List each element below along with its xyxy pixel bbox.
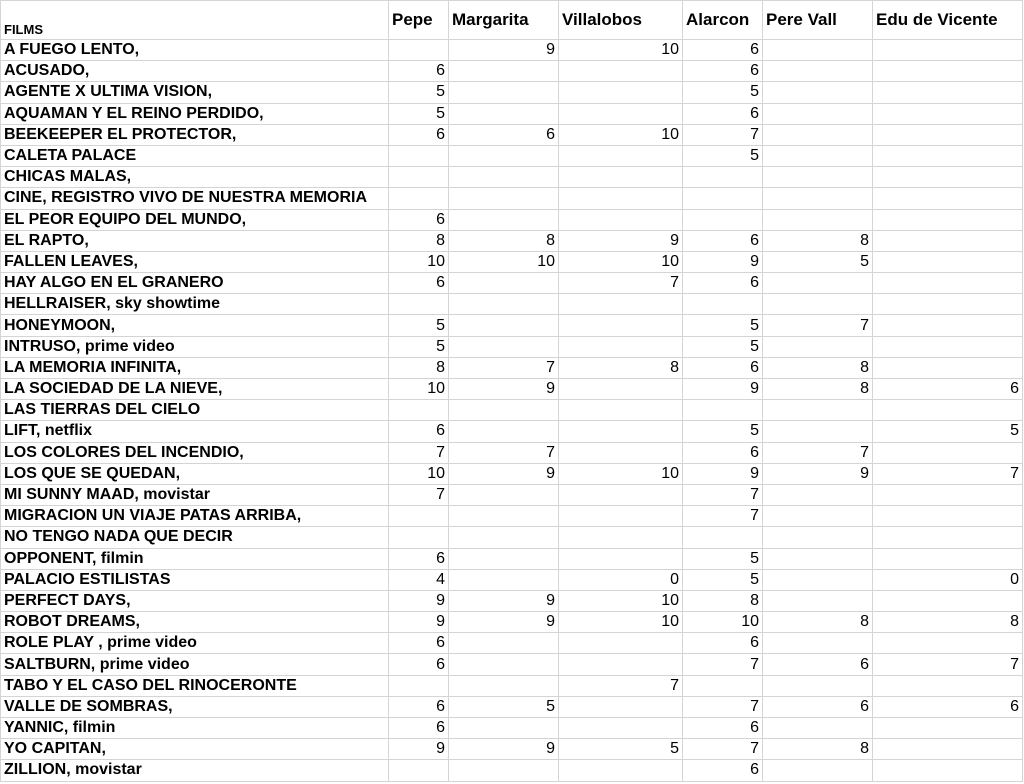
- score-cell[interactable]: 7: [449, 442, 559, 463]
- score-cell[interactable]: 6: [683, 633, 763, 654]
- table-row: [1, 230, 1023, 251]
- film-title-cell[interactable]: EL RAPTO,: [1, 230, 389, 251]
- score-cell[interactable]: 6: [449, 124, 559, 145]
- film-title-cell[interactable]: TABO Y EL CASO DEL RINOCERONTE: [1, 675, 389, 696]
- score-cell[interactable]: [449, 569, 559, 590]
- score-cell[interactable]: 6: [389, 421, 449, 442]
- score-cell[interactable]: 8: [873, 612, 1023, 633]
- score-cell[interactable]: 5: [683, 421, 763, 442]
- film-title-cell[interactable]: ROBOT DREAMS,: [1, 612, 389, 633]
- score-cell[interactable]: 10: [559, 251, 683, 272]
- header-cell-villalobos[interactable]: Villalobos: [559, 1, 683, 40]
- header-cell-margarita[interactable]: Margarita: [449, 1, 559, 40]
- score-cell[interactable]: 6: [389, 61, 449, 82]
- film-title-cell[interactable]: ROLE PLAY , prime video: [1, 633, 389, 654]
- table-row: [1, 103, 1023, 124]
- film-title-cell[interactable]: MIGRACION UN VIAJE PATAS ARRIBA,: [1, 506, 389, 527]
- score-cell[interactable]: [559, 315, 683, 336]
- score-cell[interactable]: [763, 336, 873, 357]
- score-cell[interactable]: 5: [683, 82, 763, 103]
- score-cell[interactable]: 9: [683, 251, 763, 272]
- score-cell[interactable]: 6: [389, 273, 449, 294]
- score-cell[interactable]: [873, 209, 1023, 230]
- table-row: [1, 612, 1023, 633]
- score-cell[interactable]: 5: [683, 145, 763, 166]
- score-cell[interactable]: [763, 421, 873, 442]
- score-cell[interactable]: [389, 760, 449, 781]
- score-cell[interactable]: [763, 590, 873, 611]
- score-cell[interactable]: [449, 400, 559, 421]
- table-row: [1, 421, 1023, 442]
- score-cell[interactable]: [873, 145, 1023, 166]
- header-cell-alarcon[interactable]: Alarcon: [683, 1, 763, 40]
- score-cell[interactable]: [449, 527, 559, 548]
- score-cell[interactable]: [683, 167, 763, 188]
- score-cell[interactable]: 10: [559, 124, 683, 145]
- score-cell[interactable]: [873, 82, 1023, 103]
- score-cell[interactable]: [683, 675, 763, 696]
- score-cell[interactable]: 8: [389, 230, 449, 251]
- score-cell[interactable]: 9: [449, 612, 559, 633]
- score-cell[interactable]: 7: [389, 442, 449, 463]
- score-cell[interactable]: 8: [683, 590, 763, 611]
- film-title-cell[interactable]: VALLE DE SOMBRAS,: [1, 696, 389, 717]
- header-cell-pere-vall[interactable]: Pere Vall: [763, 1, 873, 40]
- score-cell[interactable]: 6: [763, 654, 873, 675]
- score-cell[interactable]: [449, 336, 559, 357]
- score-cell[interactable]: 7: [559, 273, 683, 294]
- score-cell[interactable]: [873, 273, 1023, 294]
- score-cell[interactable]: [873, 718, 1023, 739]
- score-cell[interactable]: 5: [683, 569, 763, 590]
- score-cell[interactable]: 6: [389, 718, 449, 739]
- score-cell[interactable]: 6: [683, 61, 763, 82]
- score-cell[interactable]: 7: [683, 124, 763, 145]
- score-cell[interactable]: [873, 61, 1023, 82]
- score-cell[interactable]: [559, 718, 683, 739]
- score-cell[interactable]: [763, 548, 873, 569]
- film-title-cell[interactable]: OPPONENT, filmin: [1, 548, 389, 569]
- score-cell[interactable]: 5: [449, 696, 559, 717]
- score-cell[interactable]: 0: [873, 569, 1023, 590]
- header-cell-edu-de-vicente[interactable]: Edu de Vicente: [873, 1, 1023, 40]
- film-title-cell[interactable]: INTRUSO, prime video: [1, 336, 389, 357]
- score-cell[interactable]: [683, 209, 763, 230]
- film-title-cell[interactable]: LA SOCIEDAD DE LA NIEVE,: [1, 379, 389, 400]
- score-cell[interactable]: 6: [683, 718, 763, 739]
- table-row: [1, 484, 1023, 505]
- table-row: [1, 167, 1023, 188]
- score-cell[interactable]: [559, 760, 683, 781]
- table-row: [1, 696, 1023, 717]
- score-cell[interactable]: [873, 548, 1023, 569]
- film-title-cell[interactable]: HONEYMOON,: [1, 315, 389, 336]
- score-cell[interactable]: 7: [683, 739, 763, 760]
- score-cell[interactable]: 6: [683, 760, 763, 781]
- film-title-cell[interactable]: MI SUNNY MAAD, movistar: [1, 484, 389, 505]
- score-cell[interactable]: 9: [449, 463, 559, 484]
- score-cell[interactable]: [873, 442, 1023, 463]
- score-cell[interactable]: 8: [763, 230, 873, 251]
- film-title-cell[interactable]: BEEKEEPER EL PROTECTOR,: [1, 124, 389, 145]
- score-cell[interactable]: [389, 400, 449, 421]
- film-title-cell[interactable]: SALTBURN, prime video: [1, 654, 389, 675]
- film-title-cell[interactable]: A FUEGO LENTO,: [1, 40, 389, 61]
- score-cell[interactable]: 10: [449, 251, 559, 272]
- table-row: [1, 506, 1023, 527]
- score-cell[interactable]: [559, 654, 683, 675]
- score-cell[interactable]: 9: [389, 612, 449, 633]
- score-cell[interactable]: [873, 590, 1023, 611]
- score-cell[interactable]: [559, 506, 683, 527]
- score-cell[interactable]: [559, 188, 683, 209]
- score-cell[interactable]: [683, 188, 763, 209]
- score-cell[interactable]: [683, 294, 763, 315]
- score-cell[interactable]: [389, 188, 449, 209]
- score-cell[interactable]: [559, 484, 683, 505]
- score-cell[interactable]: [763, 103, 873, 124]
- score-cell[interactable]: 5: [683, 548, 763, 569]
- score-cell[interactable]: 5: [389, 103, 449, 124]
- score-cell[interactable]: [763, 400, 873, 421]
- table-row: [1, 442, 1023, 463]
- score-cell[interactable]: 7: [683, 696, 763, 717]
- score-cell[interactable]: 8: [763, 739, 873, 760]
- score-cell[interactable]: [763, 188, 873, 209]
- film-title-cell[interactable]: LAS TIERRAS DEL CIELO: [1, 400, 389, 421]
- score-cell[interactable]: [559, 527, 683, 548]
- table-row: [1, 569, 1023, 590]
- score-cell[interactable]: [873, 251, 1023, 272]
- score-cell[interactable]: [873, 633, 1023, 654]
- table-row: [1, 760, 1023, 781]
- score-cell[interactable]: [763, 506, 873, 527]
- score-cell[interactable]: 10: [683, 612, 763, 633]
- score-cell[interactable]: 9: [763, 463, 873, 484]
- score-cell[interactable]: [763, 484, 873, 505]
- table-row: [1, 548, 1023, 569]
- score-cell[interactable]: 8: [559, 357, 683, 378]
- score-cell[interactable]: 5: [389, 315, 449, 336]
- score-cell[interactable]: [449, 294, 559, 315]
- score-cell[interactable]: [873, 167, 1023, 188]
- score-cell[interactable]: [873, 357, 1023, 378]
- table-row: [1, 315, 1023, 336]
- score-cell[interactable]: 6: [389, 696, 449, 717]
- score-cell[interactable]: 7: [763, 442, 873, 463]
- table-row: [1, 718, 1023, 739]
- score-cell[interactable]: [449, 718, 559, 739]
- table-row: [1, 633, 1023, 654]
- film-title-cell[interactable]: AGENTE X ULTIMA VISION,: [1, 82, 389, 103]
- film-title-cell[interactable]: AQUAMAN Y EL REINO PERDIDO,: [1, 103, 389, 124]
- score-cell[interactable]: [763, 527, 873, 548]
- score-cell[interactable]: [449, 103, 559, 124]
- table-row: [1, 124, 1023, 145]
- score-cell[interactable]: 10: [559, 590, 683, 611]
- score-cell[interactable]: [559, 209, 683, 230]
- score-cell[interactable]: [559, 442, 683, 463]
- score-cell[interactable]: [873, 40, 1023, 61]
- score-cell[interactable]: 5: [763, 251, 873, 272]
- score-cell[interactable]: 9: [389, 590, 449, 611]
- film-title-cell[interactable]: CALETA PALACE: [1, 145, 389, 166]
- film-title-cell[interactable]: FALLEN LEAVES,: [1, 251, 389, 272]
- film-title-cell[interactable]: HAY ALGO EN EL GRANERO: [1, 273, 389, 294]
- score-cell[interactable]: 7: [559, 675, 683, 696]
- table-row: [1, 251, 1023, 272]
- score-cell[interactable]: [449, 145, 559, 166]
- score-cell[interactable]: [873, 506, 1023, 527]
- score-cell[interactable]: [449, 654, 559, 675]
- film-title-cell[interactable]: LOS QUE SE QUEDAN,: [1, 463, 389, 484]
- score-cell[interactable]: [873, 527, 1023, 548]
- score-cell[interactable]: 5: [683, 336, 763, 357]
- score-cell[interactable]: [763, 61, 873, 82]
- score-cell[interactable]: [389, 145, 449, 166]
- score-cell[interactable]: [559, 633, 683, 654]
- score-cell[interactable]: [559, 61, 683, 82]
- score-cell[interactable]: 10: [389, 251, 449, 272]
- score-cell[interactable]: 9: [449, 379, 559, 400]
- table-row: [1, 61, 1023, 82]
- score-cell[interactable]: 6: [873, 379, 1023, 400]
- score-cell[interactable]: [873, 315, 1023, 336]
- score-cell[interactable]: 7: [449, 357, 559, 378]
- film-title-cell[interactable]: LIFT, netflix: [1, 421, 389, 442]
- table-row: [1, 188, 1023, 209]
- score-cell[interactable]: [763, 82, 873, 103]
- score-cell[interactable]: [873, 675, 1023, 696]
- score-cell[interactable]: [449, 633, 559, 654]
- ratings-body: [1, 40, 1023, 782]
- score-cell[interactable]: [389, 675, 449, 696]
- score-cell[interactable]: 5: [389, 336, 449, 357]
- score-cell[interactable]: [559, 696, 683, 717]
- score-cell[interactable]: [763, 273, 873, 294]
- score-cell[interactable]: [763, 675, 873, 696]
- table-row: [1, 400, 1023, 421]
- film-title-cell[interactable]: EL PEOR EQUIPO DEL MUNDO,: [1, 209, 389, 230]
- score-cell[interactable]: 10: [559, 40, 683, 61]
- score-cell[interactable]: [873, 103, 1023, 124]
- score-cell[interactable]: 8: [389, 357, 449, 378]
- score-cell[interactable]: 8: [763, 612, 873, 633]
- score-cell[interactable]: 6: [683, 357, 763, 378]
- score-cell[interactable]: [873, 336, 1023, 357]
- score-cell[interactable]: [683, 400, 763, 421]
- score-cell[interactable]: 6: [389, 633, 449, 654]
- film-title-cell[interactable]: PALACIO ESTILISTAS: [1, 569, 389, 590]
- score-cell[interactable]: [559, 548, 683, 569]
- score-cell[interactable]: [449, 209, 559, 230]
- score-cell[interactable]: [449, 675, 559, 696]
- film-title-cell[interactable]: ZILLION, movistar: [1, 760, 389, 781]
- score-cell[interactable]: [873, 760, 1023, 781]
- score-cell[interactable]: 7: [873, 463, 1023, 484]
- score-cell[interactable]: 6: [683, 103, 763, 124]
- score-cell[interactable]: 9: [559, 230, 683, 251]
- table-row: [1, 145, 1023, 166]
- film-title-cell[interactable]: ACUSADO,: [1, 61, 389, 82]
- table-row: [1, 357, 1023, 378]
- score-cell[interactable]: [763, 718, 873, 739]
- score-cell[interactable]: 9: [449, 40, 559, 61]
- table-row: [1, 654, 1023, 675]
- score-cell[interactable]: 6: [389, 548, 449, 569]
- score-cell[interactable]: [449, 82, 559, 103]
- film-title-cell[interactable]: HELLRAISER, sky showtime: [1, 294, 389, 315]
- table-row: [1, 40, 1023, 61]
- score-cell[interactable]: 8: [449, 230, 559, 251]
- table-row: [1, 675, 1023, 696]
- score-cell[interactable]: [763, 145, 873, 166]
- score-cell[interactable]: [559, 167, 683, 188]
- score-cell[interactable]: [449, 484, 559, 505]
- score-cell[interactable]: 6: [389, 124, 449, 145]
- film-title-cell[interactable]: YANNIC, filmin: [1, 718, 389, 739]
- score-cell[interactable]: [763, 124, 873, 145]
- score-cell[interactable]: [763, 633, 873, 654]
- score-cell[interactable]: [559, 103, 683, 124]
- score-cell[interactable]: 7: [873, 654, 1023, 675]
- score-cell[interactable]: [763, 569, 873, 590]
- score-cell[interactable]: 9: [449, 590, 559, 611]
- score-cell[interactable]: [449, 61, 559, 82]
- film-title-cell[interactable]: NO TENGO NADA QUE DECIR: [1, 527, 389, 548]
- score-cell[interactable]: 10: [559, 612, 683, 633]
- score-cell[interactable]: 10: [389, 463, 449, 484]
- score-cell[interactable]: [683, 527, 763, 548]
- score-cell[interactable]: [873, 294, 1023, 315]
- score-cell[interactable]: [389, 506, 449, 527]
- score-cell[interactable]: [449, 421, 559, 442]
- score-cell[interactable]: [873, 739, 1023, 760]
- score-cell[interactable]: [559, 400, 683, 421]
- table-row: [1, 590, 1023, 611]
- score-cell[interactable]: 10: [389, 379, 449, 400]
- film-title-cell[interactable]: PERFECT DAYS,: [1, 590, 389, 611]
- score-cell[interactable]: 6: [683, 230, 763, 251]
- score-cell[interactable]: 5: [683, 315, 763, 336]
- score-cell[interactable]: [763, 294, 873, 315]
- film-title-cell[interactable]: CINE, REGISTRO VIVO DE NUESTRA MEMORIA: [1, 188, 389, 209]
- score-cell[interactable]: 6: [873, 696, 1023, 717]
- score-cell[interactable]: [559, 421, 683, 442]
- score-cell[interactable]: 5: [389, 82, 449, 103]
- table-row: [1, 294, 1023, 315]
- film-title-cell[interactable]: LA MEMORIA INFINITA,: [1, 357, 389, 378]
- score-cell[interactable]: [449, 506, 559, 527]
- score-cell[interactable]: [763, 167, 873, 188]
- header-row: [1, 1, 1023, 40]
- score-cell[interactable]: [763, 760, 873, 781]
- score-cell[interactable]: [559, 145, 683, 166]
- score-cell[interactable]: [763, 40, 873, 61]
- table-row: [1, 273, 1023, 294]
- score-cell[interactable]: [449, 760, 559, 781]
- score-cell[interactable]: [559, 379, 683, 400]
- film-title-cell[interactable]: YO CAPITAN,: [1, 739, 389, 760]
- score-cell[interactable]: [763, 209, 873, 230]
- score-cell[interactable]: 10: [559, 463, 683, 484]
- score-cell[interactable]: 9: [683, 379, 763, 400]
- score-cell[interactable]: [873, 230, 1023, 251]
- score-cell[interactable]: 6: [683, 442, 763, 463]
- score-cell[interactable]: [873, 188, 1023, 209]
- score-cell[interactable]: [449, 273, 559, 294]
- score-cell[interactable]: 9: [683, 463, 763, 484]
- score-cell[interactable]: [559, 82, 683, 103]
- score-cell[interactable]: [559, 294, 683, 315]
- score-cell[interactable]: 7: [683, 654, 763, 675]
- score-cell[interactable]: 6: [683, 40, 763, 61]
- table-row: [1, 209, 1023, 230]
- score-cell[interactable]: 9: [449, 739, 559, 760]
- table-row: [1, 379, 1023, 400]
- score-cell[interactable]: 7: [389, 484, 449, 505]
- score-cell[interactable]: 6: [389, 209, 449, 230]
- score-cell[interactable]: 7: [683, 484, 763, 505]
- table-row: [1, 463, 1023, 484]
- header-cell-pepe[interactable]: Pepe: [389, 1, 449, 40]
- score-cell[interactable]: [389, 527, 449, 548]
- table-row: [1, 739, 1023, 760]
- score-cell[interactable]: 5: [873, 421, 1023, 442]
- score-cell[interactable]: [873, 400, 1023, 421]
- score-cell[interactable]: [449, 188, 559, 209]
- score-cell[interactable]: [389, 40, 449, 61]
- score-cell[interactable]: 7: [683, 506, 763, 527]
- table-row: [1, 336, 1023, 357]
- score-cell[interactable]: 4: [389, 569, 449, 590]
- score-cell[interactable]: 9: [389, 739, 449, 760]
- score-cell[interactable]: [873, 124, 1023, 145]
- film-title-cell[interactable]: LOS COLORES DEL INCENDIO,: [1, 442, 389, 463]
- score-cell[interactable]: [873, 484, 1023, 505]
- score-cell[interactable]: [389, 167, 449, 188]
- score-cell[interactable]: 6: [763, 696, 873, 717]
- score-cell[interactable]: [449, 548, 559, 569]
- score-cell[interactable]: 7: [763, 315, 873, 336]
- score-cell[interactable]: 8: [763, 357, 873, 378]
- score-cell[interactable]: 6: [683, 273, 763, 294]
- score-cell[interactable]: [449, 315, 559, 336]
- table-row: [1, 527, 1023, 548]
- score-cell[interactable]: [389, 294, 449, 315]
- score-cell[interactable]: 6: [389, 654, 449, 675]
- score-cell[interactable]: 5: [559, 739, 683, 760]
- score-cell[interactable]: 8: [763, 379, 873, 400]
- table-row: [1, 82, 1023, 103]
- score-cell[interactable]: 0: [559, 569, 683, 590]
- film-title-cell[interactable]: CHICAS MALAS,: [1, 167, 389, 188]
- score-cell[interactable]: [449, 167, 559, 188]
- score-cell[interactable]: [559, 336, 683, 357]
- header-cell-films[interactable]: FILMS: [1, 1, 389, 40]
